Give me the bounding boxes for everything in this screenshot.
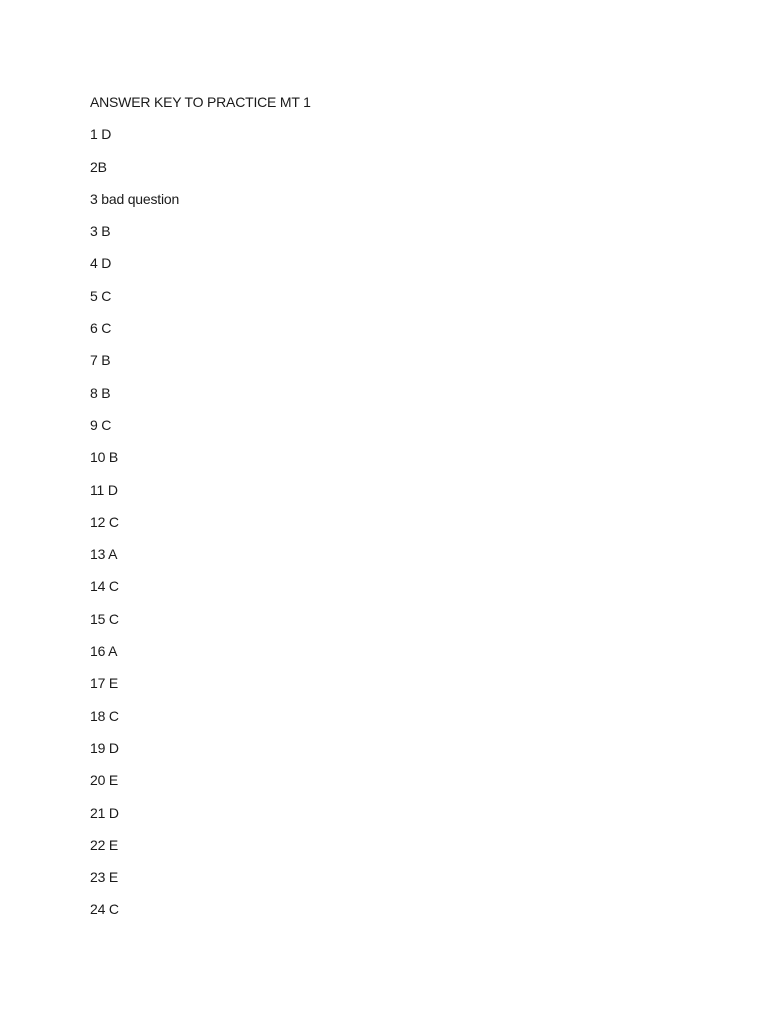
answer-line: 10 B bbox=[90, 449, 118, 466]
answer-line: 3 B bbox=[90, 223, 111, 240]
answer-line: 19 D bbox=[90, 739, 119, 756]
answer-line: 9 C bbox=[90, 416, 112, 433]
answer-line: 1 D bbox=[90, 126, 112, 143]
answer-line: 3 bad question bbox=[90, 190, 180, 207]
document-body bbox=[90, 92, 311, 932]
answer-line: 24 C bbox=[90, 901, 119, 918]
answer-line: 6 C bbox=[90, 320, 112, 337]
answer-line: 16 A bbox=[90, 643, 118, 660]
answer-line: 14 C bbox=[90, 578, 119, 595]
answer-line: 12 C bbox=[90, 513, 119, 530]
answer-line: 7 B bbox=[90, 352, 111, 369]
answer-line: 21 D bbox=[90, 804, 119, 821]
answer-line: 5 C bbox=[90, 287, 112, 304]
answer-line: 8 B bbox=[90, 384, 111, 401]
answer-line: 13 A bbox=[90, 546, 118, 563]
answer-line: 11 D bbox=[90, 481, 118, 498]
answer-line: 22 E bbox=[90, 836, 118, 853]
answer-line: 2B bbox=[90, 158, 107, 175]
answer-line: 17 E bbox=[90, 675, 118, 692]
answer-line: 23 E bbox=[90, 869, 118, 886]
answer-line: 18 C bbox=[90, 707, 119, 724]
document-title: ANSWER KEY TO PRACTICE MT 1 bbox=[90, 94, 311, 110]
answer-line: 4 D bbox=[90, 255, 112, 272]
answer-line: 20 E bbox=[90, 772, 118, 789]
answer-line: 15 C bbox=[90, 610, 119, 627]
